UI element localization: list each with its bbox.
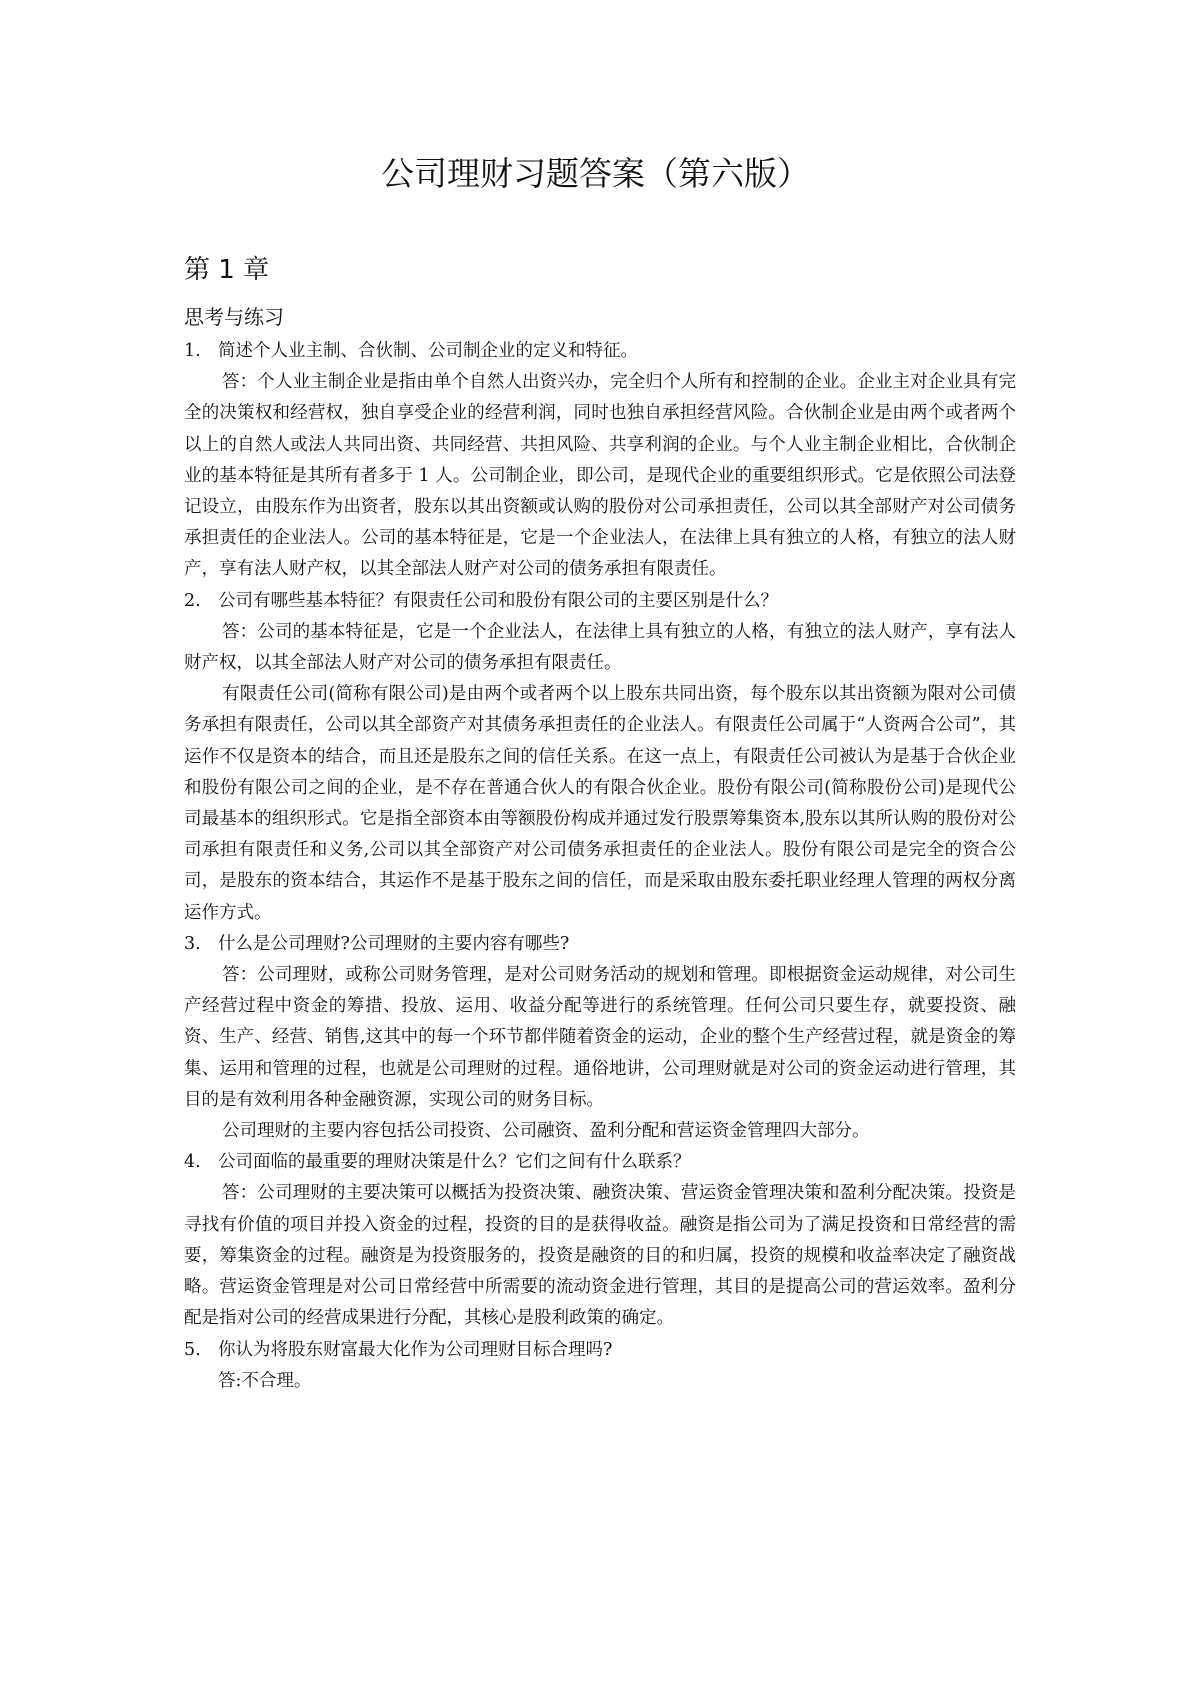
question-number: 1. (184, 341, 201, 361)
question-3 (184, 929, 1016, 960)
answer-paragraph: 答：公司理财，或称公司财务管理，是对公司财务活动的规划和管理。即根据资金运动规律，对公司生产经营过程中资金的筹措、投放、运用、收益分配等进行的系统管理。任何公司只要生存，就要投资、融资、生产、经营、销售,这其中的每一个环节都伴随着资金的运动，企业的整个生产经营过程，就是资金的筹集、运用和管理的过程，也就是公司理财的过程。通俗地讲，公司理财就是对公司的资金运动进行管理，其目的是有效利用各种金融资源，实现公司的财务目标。 (184, 965, 1016, 1110)
answer-paragraph: 有限责任公司(简称有限公司)是由两个或者两个以上股东共同出资，每个股东以其出资额为限对公司债务承担有限责任，公司以其全部资产对其债务承担责任的企业法人。有限责任公司属于“人资两合公司”，其运作不仅是资本的结合，而且还是股东之间的信任关系。在这一点上，有限责任公司被认为是基于合伙企业和股份有限公司之间的企业，是不存在普通合伙人的有限合伙企业。股份有限公司(简称股份公司)是现代公司最基本的组织形式。它是指全部资本由等额股份构成并通过发行股票筹集资本,股东以其所认购的股份对公司承担有限责任和义务,公司以其全部资产对公司债务承担责任的企业法人。股份有限公司是完全的资合公司，是股东的资本结合，其运作不是基于股东之间的信任，而是采取由股东委托职业经理人管理的两权分离运作方式。 (184, 684, 1016, 923)
question-text: 简述个人业主制、合伙制、公司制企业的定义和特征。 (218, 341, 638, 361)
question-2 (184, 586, 1016, 617)
answer-paragraph: 答：个人业主制企业是指由单个自然人出资兴办，完全归个人所有和控制的企业。企业主对企业具有完全的决策权和经营权，独自享受企业的经营利润，同时也独自承担经营风险。合伙制企业是由两个或者两个以上的自然人或法人共同出资、共同经营、共担风险、共享利润的企业。与个人业主制企业相比，合伙制企业的基本特征是其所有者多于 1 人。公司制企业，即公司，是现代企业的重要组织形式。它是依照公司法登记设立，由股东作为出资者，股东以其出资额或认购的股份对公司承担责任，公司以其全部财产对公司债务承担责任的企业法人。公司的基本特征是，它是一个企业法人，在法律上具有独立的人格，有独立的法人财产，享有法人财产权，以其全部法人财产对公司的债务承担有限责任。 (184, 372, 1016, 580)
section-heading: 思考与练习 (184, 305, 284, 329)
question-5 (184, 1335, 1016, 1366)
question-text: 公司有哪些基本特征？有限责任公司和股份有限公司的主要区别是什么？ (218, 590, 778, 611)
chapter-heading: 第 1 章 (184, 255, 270, 285)
answer-paragraph: 答：公司的基本特征是，它是一个企业法人，在法律上具有独立的人格，有独立的法人财产，享有法人财产权，以其全部法人财产对公司的债务承担有限责任。 (184, 621, 1016, 674)
question-text: 公司面临的最重要的理财决策是什么？它们之间有什么联系？ (218, 1152, 691, 1173)
question-1 (184, 336, 1016, 367)
question-number: 3. (184, 933, 201, 954)
question-text: 你认为将股东财富最大化作为公司理财目标合理吗? (218, 1339, 613, 1360)
question-number: 5. (184, 1339, 201, 1360)
answer-paragraph: 公司理财的主要内容包括公司投资、公司融资、盈利分配和营运资金管理四大部分。 (222, 1121, 870, 1142)
question-number: 4. (184, 1152, 201, 1173)
question-text: 什么是公司理财?公司理财的主要内容有哪些? (218, 933, 570, 954)
answer-paragraph: 答:不合理。 (218, 1370, 312, 1391)
question-number: 2. (184, 590, 201, 611)
document-title: 公司理财习题答案（第六版） (381, 154, 810, 193)
document-body (184, 336, 1016, 1397)
answer-paragraph: 答：公司理财的主要决策可以概括为投资决策、融资决策、营运资金管理决策和盈利分配决策。投资是寻找有价值的项目并投入资金的过程，投资的目的是获得收益。融资是指公司为了满足投资和日常经营的需要，筹集资金的过程。融资是为投资服务的，投资是融资的目的和归属，投资的规模和收益率决定了融资战略。营运资金管理是对公司日常经营中所需要的流动资金进行管理，其目的是提高公司的营运效率。盈利分配是指对公司的经营成果进行分配，其核心是股利政策的确定。 (184, 1183, 1016, 1329)
question-4 (184, 1147, 1016, 1178)
